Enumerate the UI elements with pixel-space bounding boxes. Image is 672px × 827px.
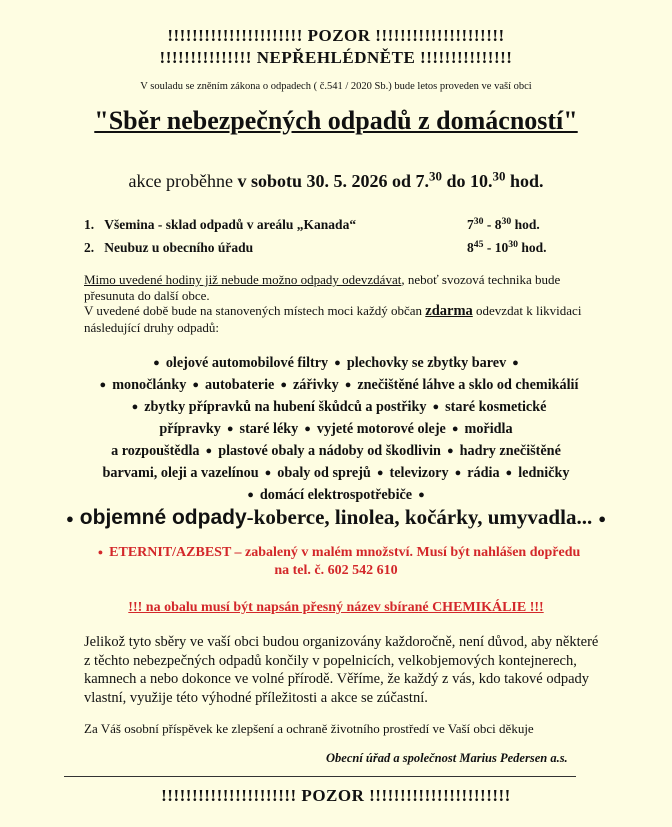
list-item: olejové automobilové filtry [165,355,329,371]
eternit-notice [0,544,672,580]
list-item: staré kosmetické [445,399,547,415]
list-item: plastové obaly a nádoby od škodlivin [218,443,441,459]
list-item: mořidla [464,421,513,437]
notice-line2-b: odevzdat k likvidaci následující druhy odpadů: [84,303,582,335]
list-item: televizory [389,465,449,481]
bullet-icon: ● [454,467,462,479]
schedule-minutes: 30 [501,216,512,228]
waste-items-line-2 [0,374,672,397]
schedule-hour: 10 [494,240,509,255]
bullet-icon: ● [304,423,311,435]
bullet-icon: ● [264,467,272,479]
schedule-minutes: 45 [473,239,484,251]
list-item: a rozpouštědla [111,443,200,459]
closing-paragraph: Jelikož tyto sběry ve vaší obci budou organizovány každoročně, není důvod, aby některé z těchto nebezpečných odpadů končily v popelnicích, velkobjemových kontejnerech, kamnech a nebo dokonce ve volné přírodě. Věříme, že každý z vás, kdo takové odpady vlastní, využije této výhodné příležitosti a akce se zúčastní. [84,634,599,706]
bullet-icon: ● [99,379,107,391]
footer-pozor: !!!!!!!!!!!!!!!!!!!!!! POZOR !!!!!!!!!!!!!!!!!!!!!!! [161,786,511,805]
bullet-icon: ● [432,401,440,413]
list-item: domácí elektrospotřebiče [259,487,413,503]
list-item: plechovky se zbytky barev [346,355,507,371]
waste-items-line-3 [0,396,672,419]
date-end-minutes: 30 [492,168,506,184]
waste-items-line-5 [0,440,672,463]
waste-items-line-7 [0,484,672,507]
bullet-icon: ● [97,547,104,557]
list-item: autobaterie [204,377,275,393]
date-prefix: akce proběhne [128,171,238,191]
list-item: barvami, oleji a vazelínou [102,465,259,481]
bullet-icon: ● [280,379,287,391]
signature: Obecní úřad a společnost Marius Pedersen a.s. [326,751,568,765]
notice-paragraph [84,272,614,335]
bullet-icon: ● [344,379,352,391]
legal-note: V souladu se zněním zákona o odpadech ( č.541 / 2020 Sb.) bude letos proveden ve vaší obci [140,81,532,92]
waste-items-line-6 [0,462,672,485]
bulky-waste-label: objemné odpady [79,506,247,529]
bullet-icon: ● [153,357,160,369]
list-item: monočlánky [112,377,187,393]
schedule-place: Neubuz u obecního úřadu [104,240,254,255]
date-main: v sobotu 30. 5. 2026 od 7. [237,171,430,191]
date-start-minutes: 30 [429,168,442,184]
list-item: vyjeté motorové oleje [316,421,446,437]
bullet-icon: ● [451,423,459,435]
schedule-hour: 7 [467,217,474,232]
list-item: staré léky [239,421,299,437]
schedule-minutes: 30 [473,216,484,228]
bullet-icon: ● [131,401,139,413]
bullet-icon: ● [65,511,74,526]
bullet-icon: ● [205,445,213,457]
bullet-icon: ● [376,467,384,479]
bullet-icon: ● [192,379,199,391]
schedule-unit: hod. [511,217,540,232]
header-line-pozor: !!!!!!!!!!!!!!!!!!!!!! POZOR !!!!!!!!!!!!!!!!!!!!! [167,26,505,45]
schedule-num: 2. [84,240,95,255]
bullet-icon: ● [334,357,341,369]
list-item: přípravky [159,421,221,437]
schedule-row-1-time [467,217,540,233]
chemical-label-warning: !!! na obalu musí být napsán přesný název sbírané CHEMIKÁLIE !!! [128,600,544,615]
bullet-icon: ● [512,357,519,369]
waste-items-line-1 [0,352,672,375]
schedule-row-2-place [84,240,253,256]
date-mid: do 10. [441,171,493,191]
footer-divider [64,776,576,777]
notice-line2-a: V uvedené době bude na stanovených místech moci každý občan [84,303,426,318]
list-item: obaly od sprejů [277,465,371,481]
list-item: rádia [467,465,500,481]
schedule-row-1-place [84,217,356,233]
notice-rest: , neboť svozová technika bude přesunuta do další obce. [84,272,561,303]
page-title: "Sběr nebezpečných odpadů z domácností" [94,106,578,135]
notice-underlined: Mimo uvedené hodiny již nebude možno odpady odevzdávat [84,272,402,287]
schedule-num: 1. [84,217,95,232]
bullet-icon: ● [505,467,513,479]
schedule-hour: 8 [467,240,474,255]
event-date-line [0,168,672,192]
bulky-waste-line [0,505,672,530]
list-item: zářivky [292,377,339,393]
eternit-line-2: na tel. č. 602 542 610 [274,563,398,578]
list-item: zbytky přípravků na hubení škůdců a postřiky [144,399,427,415]
bulky-waste-examples: -koberce, linolea, kočárky, umyvadla... [246,505,593,529]
thanks-line: Za Váš osobní příspěvek ke zlepšení a ochraně životního prostředí ve Vaší obci děkuje [84,721,534,736]
waste-items-line-4 [0,418,672,441]
bullet-icon: ● [418,489,425,501]
header-line-neprehlednete: !!!!!!!!!!!!!!! NEPŘEHLÉDNĚTE !!!!!!!!!!!!!!! [159,48,513,67]
list-item: ledničky [518,465,570,481]
schedule-minutes: 30 [508,239,518,251]
schedule-place: Všemina - sklad odpadů v areálu „Kanada“ [104,217,357,232]
list-item: znečištěné láhve a sklo od chemikálií [357,377,579,393]
schedule-hour: 8 [494,217,502,232]
eternit-line-1: ETERNIT/AZBEST – zabalený v malém množství. Musí být nahlášen dopředu [109,545,581,560]
bullet-icon: ● [598,511,607,526]
list-item: hadry znečištěné [459,443,561,459]
date-suffix: hod. [505,171,544,191]
schedule-row-2-time [467,240,546,256]
schedule-sep: - [483,217,495,232]
bullet-icon: ● [226,423,234,435]
schedule-unit: hod. [517,240,547,255]
notice-free: zdarma [425,303,473,319]
schedule-sep: - [483,240,495,255]
bullet-icon: ● [247,489,254,501]
bullet-icon: ● [446,445,454,457]
